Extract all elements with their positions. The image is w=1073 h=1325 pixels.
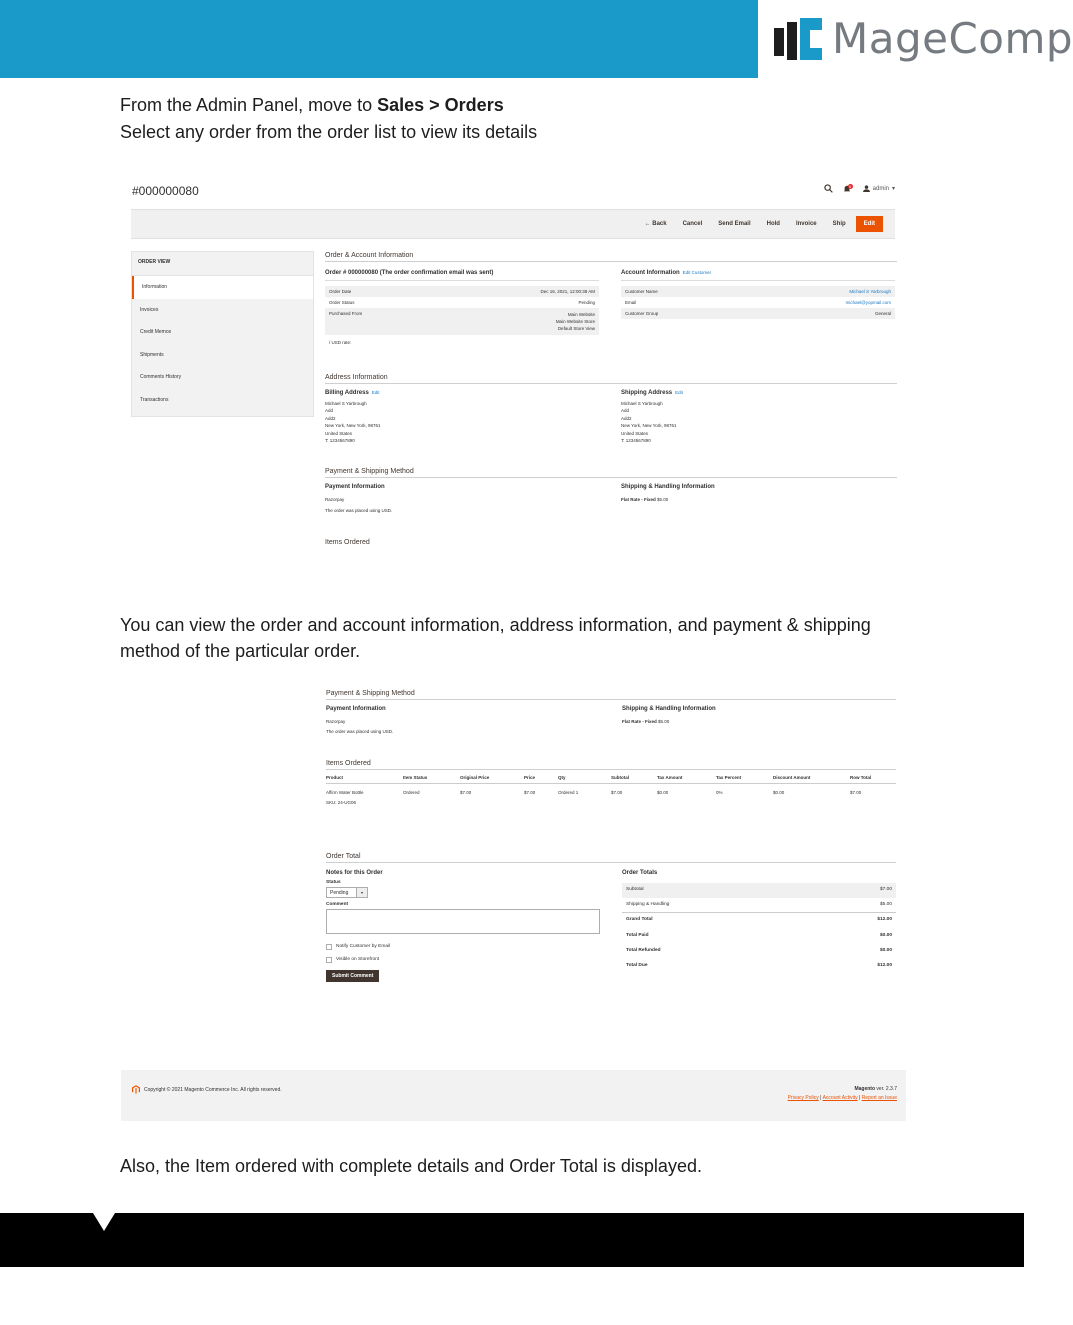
sidebar-item-information[interactable]: Information — [132, 276, 313, 299]
shipping-address-heading — [621, 390, 895, 396]
purchased-from-row — [325, 308, 599, 335]
payment-info-heading: Payment Information — [325, 484, 385, 491]
billing-city: New York, New York, 98761 — [325, 423, 381, 429]
cell-row-total: $7.00 — [850, 789, 862, 795]
order-date-value: Dec 16, 2021, 12:00:38 AM — [540, 289, 595, 294]
col-discount-amount: Discount Amount — [773, 774, 811, 780]
billing-street-2: Add2 — [325, 415, 336, 421]
sidebar-heading: ORDER VIEW — [132, 252, 313, 276]
notify-customer-option[interactable] — [326, 944, 600, 950]
col-tax-percent: Tax Percent — [716, 774, 742, 780]
totals-shipping-row — [622, 898, 896, 913]
notification-badge: 6 — [849, 183, 852, 189]
intro-prefix: From the Admin Panel, move to — [120, 95, 378, 115]
cancel-button[interactable]: Cancel — [682, 221, 703, 227]
billing-address-title: Billing Address — [325, 390, 369, 396]
order-view-sidebar — [131, 251, 314, 417]
footer-version-number: ver. 2.3.7 — [876, 1086, 897, 1092]
send-email-button[interactable]: Send Email — [718, 221, 751, 227]
search-icon[interactable] — [824, 184, 833, 193]
admin-footer — [121, 1070, 906, 1121]
items-ordered-section-title: Items Ordered — [326, 760, 896, 770]
shipping-edit-link[interactable]: Edit — [675, 390, 683, 395]
totals-shipping-value: $5.00 — [879, 902, 892, 908]
shipping-city: New York, New York, 98761 — [621, 423, 677, 429]
customer-group-row — [621, 308, 895, 319]
totals-shipping-label: Shipping & Handling — [626, 902, 670, 908]
chevron-down-icon: ▾ — [356, 888, 367, 897]
page-actions-bar — [131, 209, 895, 239]
submit-comment-button[interactable]: Submit Comment — [326, 970, 379, 982]
billing-address-block — [325, 400, 599, 444]
billing-address-heading — [325, 390, 599, 396]
intro-line-1 — [120, 92, 504, 118]
sidebar-item-comments-history[interactable]: Comments History — [140, 374, 182, 380]
brand-logo — [758, 0, 1073, 78]
table-row — [326, 784, 896, 795]
purchased-store: Main Website Store — [555, 319, 595, 324]
customer-name-link[interactable]: Michael S Yarbrough — [849, 289, 891, 294]
totals-grand-total-value: $12.00 — [877, 917, 892, 923]
status-select[interactable] — [326, 887, 368, 898]
totals-due-value: $12.00 — [877, 963, 892, 969]
edit-button[interactable]: Edit — [856, 216, 883, 232]
account-info-title: Account Information — [621, 270, 680, 276]
customer-group-label: Customer Group — [625, 311, 659, 316]
customer-name-row — [621, 286, 895, 297]
visible-storefront-checkbox[interactable] — [326, 957, 332, 963]
notifications-bell-icon[interactable] — [843, 185, 853, 193]
payment-method: Razorpay — [325, 497, 345, 503]
shipping-method-price: $5.00 — [657, 497, 669, 503]
magento-logo-icon — [132, 1085, 140, 1094]
billing-country: United States — [325, 430, 353, 436]
order-totals-heading: Order Totals — [622, 869, 658, 876]
col-item-status: Item Status — [403, 774, 428, 780]
shipping-info-heading-2: Shipping & Handling Information — [622, 706, 716, 712]
sidebar-item-credit-memos[interactable]: Credit Memos — [140, 329, 172, 335]
admin-username: admin — [872, 185, 889, 192]
cell-qty: Ordered 1 — [558, 789, 579, 795]
user-icon — [863, 185, 870, 192]
payment-note-2: The order was placed using USD. — [326, 729, 394, 735]
hold-button[interactable]: Hold — [766, 221, 780, 227]
cell-item-status: Ordered — [403, 789, 420, 795]
billing-phone: T: 1234567890 — [325, 438, 355, 444]
closing-text: Also, the Item ordered with complete details and Order Total is displayed. — [120, 1156, 702, 1176]
status-label: Status — [326, 879, 341, 885]
payment-method-2: Razorpay — [326, 719, 346, 724]
back-label: Back — [652, 221, 667, 227]
totals-subtotal-row — [622, 883, 896, 898]
email-label: Email — [625, 300, 637, 305]
notify-customer-checkbox[interactable] — [326, 944, 332, 950]
shipping-method — [621, 496, 895, 503]
intro-line-2: Select any order from the order list to view its details — [120, 122, 538, 142]
shipping-country: United States — [621, 430, 649, 436]
footer-bar — [0, 1213, 1024, 1267]
shipping-street-1: Add — [621, 408, 630, 414]
items-ordered-title: Items Ordered — [325, 539, 370, 547]
shipping-method-price-2: $5.00 — [658, 719, 670, 724]
order-items-screenshot — [326, 690, 896, 1030]
sidebar-item-invoices[interactable]: Invoices — [140, 306, 159, 313]
payment-section-title-2: Payment & Shipping Method — [326, 690, 896, 700]
sidebar-item-transactions[interactable]: Transactions — [140, 396, 169, 403]
page-title: #000000080 — [132, 184, 199, 198]
notes-heading: Notes for this Order — [326, 869, 383, 876]
back-button[interactable] — [639, 217, 673, 231]
purchased-from-label: Purchased From — [329, 311, 363, 316]
cell-tax-percent: 0% — [716, 789, 723, 795]
shipping-street-2: Add2 — [621, 415, 632, 421]
shipping-method-2 — [622, 718, 896, 725]
totals-refunded-value: $0.00 — [879, 948, 892, 953]
totals-paid-label: Total Paid — [626, 932, 649, 938]
invoice-button[interactable]: Invoice — [795, 221, 817, 227]
totals-refunded-row — [622, 944, 896, 959]
ship-button[interactable]: Ship — [832, 221, 846, 227]
comment-textarea[interactable] — [326, 909, 600, 934]
col-row-total: Row Total — [850, 774, 872, 780]
col-tax-amount: Tax Amount — [657, 774, 683, 780]
visible-storefront-label: Visible on Storefront — [336, 957, 380, 963]
billing-name: Michael S Yarbrough — [325, 401, 367, 406]
footer-product-name: Magento — [854, 1086, 876, 1092]
footer-version — [788, 1085, 897, 1094]
privacy-policy-link[interactable]: Privacy Policy — [787, 1095, 819, 1101]
totals-due-label: Total Due — [626, 963, 648, 969]
payment-section-title: Payment & Shipping Method — [325, 468, 897, 478]
shipping-info-heading: Shipping & Handling Information — [621, 484, 715, 491]
cell-subtotal: $7.00 — [611, 789, 623, 795]
col-qty: Qty — [558, 774, 566, 780]
edit-customer-link[interactable]: Edit Customer — [682, 270, 712, 275]
explanation-text: You can view the order and account information, address information, and payment & shipping method of the particular order. — [120, 615, 871, 661]
admin-toolbar — [824, 184, 895, 193]
footer-copyright: Copyright © 2021 Magento Commerce Inc. All rights reserved. — [144, 1086, 282, 1093]
cell-product: Affirm Water Bottle — [326, 789, 364, 795]
payment-note: The order was placed using USD. — [325, 507, 393, 513]
customer-group-value: General — [874, 311, 891, 316]
cell-discount-amount: $0.00 — [773, 789, 785, 795]
admin-account-menu[interactable] — [863, 185, 895, 192]
totals-grand-total-label: Grand Total — [626, 917, 653, 923]
footer-notch-decoration — [93, 1213, 115, 1231]
order-date-row — [325, 286, 599, 297]
status-select-value: Pending — [330, 889, 349, 896]
items-table-header — [326, 770, 896, 784]
footer-links: Privacy Policy | Account Activity | Report an Issue — [787, 1095, 897, 1101]
order-main-content — [325, 252, 897, 592]
order-heading: Order # 000000080 (The order confirmation email was sent) — [325, 270, 599, 281]
magecomp-logo-icon — [770, 10, 826, 68]
notify-customer-label: Notify Customer by Email — [336, 944, 391, 950]
shipping-phone: T: 1234567890 — [621, 438, 651, 444]
email-link[interactable]: michael@yopmail.com — [845, 300, 891, 305]
product-sku: SKU: 24-UG06 — [326, 799, 357, 805]
purchased-website: Main Website — [567, 312, 595, 317]
order-account-section-title: Order & Account Information — [325, 252, 897, 262]
totals-due-row — [622, 959, 896, 974]
shipping-method-name-2: Flat Rate - Fixed — [622, 719, 657, 724]
account-activity-link[interactable]: Account Activity — [822, 1095, 858, 1101]
report-issue-link[interactable]: Report an Issue — [861, 1095, 897, 1101]
billing-edit-link[interactable]: Edit — [371, 390, 380, 395]
email-row — [621, 297, 895, 308]
payment-info-heading-2: Payment Information — [326, 706, 386, 712]
order-status-value: Pending — [578, 300, 595, 305]
col-price: Price — [524, 774, 536, 780]
arrow-left-icon: ← — [644, 221, 651, 227]
visible-storefront-option[interactable] — [326, 957, 600, 963]
usd-rate: / USD rate: — [329, 340, 352, 345]
cell-price: $7.00 — [524, 789, 536, 795]
address-section-title: Address Information — [325, 374, 897, 384]
totals-subtotal-value: $7.00 — [879, 886, 892, 892]
account-info-heading — [621, 270, 895, 281]
totals-subtotal-label: Subtotal — [626, 886, 644, 892]
order-total-section-title: Order Total — [326, 853, 896, 863]
shipping-address-title: Shipping Address — [621, 390, 673, 396]
billing-street-1: Add — [325, 408, 334, 414]
col-original-price: Original Price — [460, 774, 490, 780]
chevron-down-icon: ▾ — [891, 186, 895, 192]
shipping-address-block — [621, 400, 895, 444]
col-subtotal: Subtotal — [611, 774, 629, 780]
comment-label: Comment — [326, 901, 349, 907]
order-totals-table — [622, 883, 896, 975]
shipping-name: Michael S Yarbrough — [621, 401, 663, 406]
col-product: Product — [326, 774, 344, 780]
order-status-label: Order Status — [329, 300, 355, 305]
order-status-row — [325, 297, 599, 308]
totals-paid-value: $0.00 — [879, 932, 892, 938]
cell-tax-amount: $0.00 — [657, 789, 669, 795]
intro-menu-path: Sales > Orders — [377, 95, 504, 115]
totals-refunded-label: Total Refunded — [626, 948, 661, 953]
customer-name-label: Customer Name — [625, 289, 658, 294]
shipping-method-name: Flat Rate - Fixed — [621, 497, 656, 503]
totals-paid-row — [622, 929, 896, 944]
brand-name: MageComp — [832, 14, 1073, 63]
order-date-label: Order Date — [329, 289, 352, 294]
purchased-store-view: Default Store View — [557, 326, 595, 331]
sidebar-item-shipments[interactable]: Shipments — [140, 351, 164, 358]
cell-original-price: $7.00 — [460, 789, 472, 795]
totals-grand-total-row — [622, 913, 896, 928]
order-view-screenshot — [125, 172, 905, 592]
